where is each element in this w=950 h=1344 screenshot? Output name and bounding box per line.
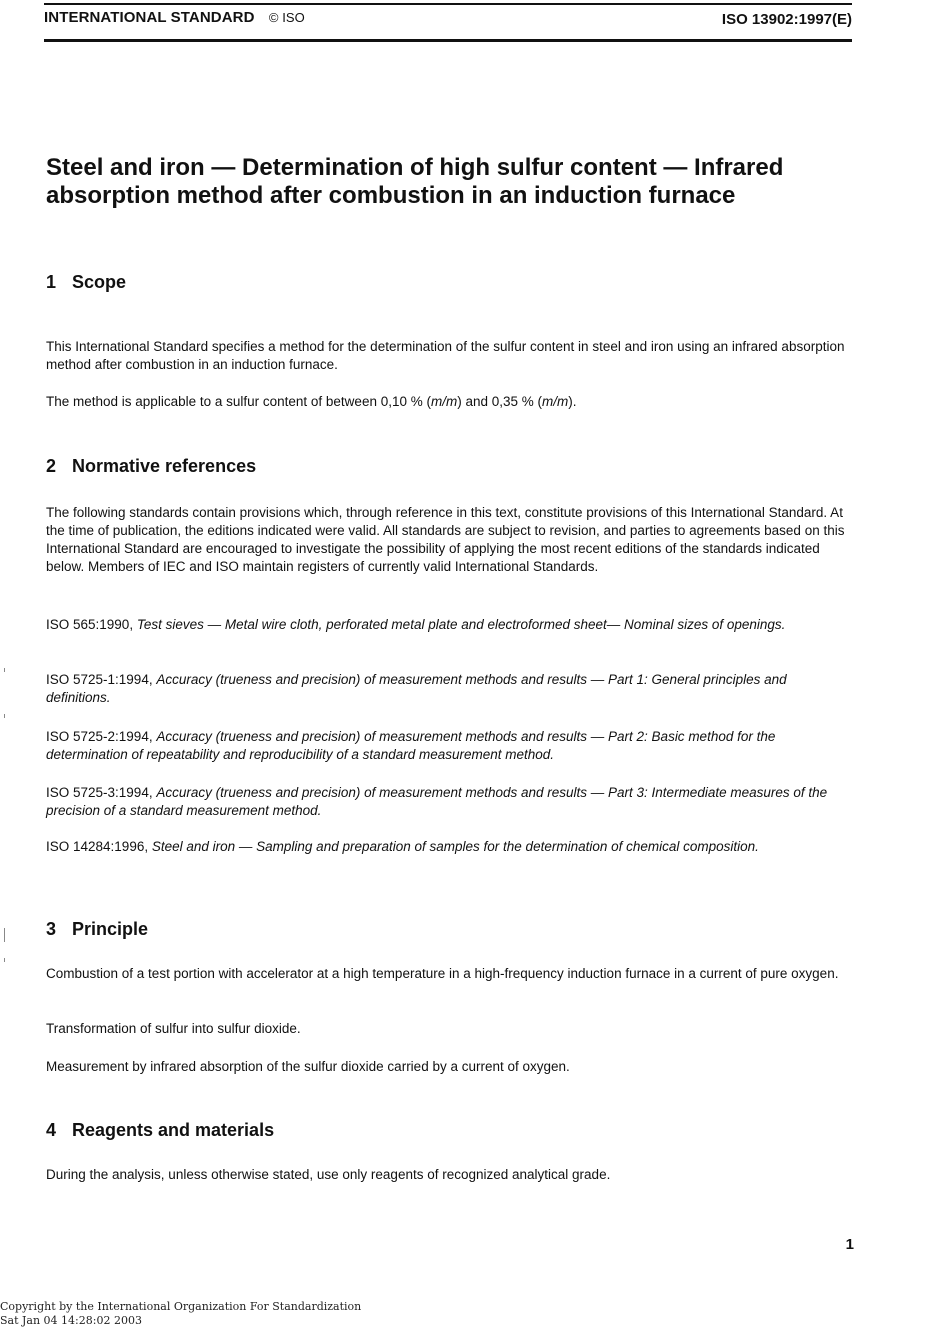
section-heading-reagents bbox=[46, 1120, 274, 1141]
principle-paragraph-2: Transformation of sulfur into sulfur dioxide. bbox=[46, 1021, 301, 1036]
reference-code: ISO 14284:1996, bbox=[46, 839, 152, 854]
reference-title: Test sieves — Metal wire cloth, perforated metal plate and electroformed sheet— Nominal sizes of openings. bbox=[136, 617, 786, 632]
copyright-line: Copyright by the International Organization For Standardization bbox=[0, 1300, 362, 1313]
header-left bbox=[44, 9, 305, 26]
scope-paragraph-2 bbox=[46, 393, 846, 411]
scope-p2-unit-2: m/m bbox=[542, 394, 569, 409]
section-title: Reagents and materials bbox=[72, 1120, 275, 1140]
reference-code: ISO 565:1990, bbox=[46, 617, 137, 632]
header-doc-id: ISO 13902:1997(E) bbox=[721, 11, 852, 28]
header-bottom-rule bbox=[44, 39, 852, 42]
section-number: 2 bbox=[46, 456, 57, 476]
copyright-footer bbox=[0, 1300, 361, 1328]
section-title: Normative references bbox=[72, 456, 257, 476]
reference-item bbox=[46, 728, 846, 764]
reference-title: Accuracy (trueness and precision) of measurement methods and results — Part 2: Basic method for the determination of repeatability and reproducibility of a standard measurement method. bbox=[46, 729, 776, 762]
header-standard-label: INTERNATIONAL STANDARD bbox=[44, 9, 255, 26]
reference-code: ISO 5725-3:1994, bbox=[46, 785, 157, 800]
reference-title: Accuracy (trueness and precision) of measurement methods and results — Part 3: Intermediate measures of the precision of a standard measurement method. bbox=[46, 785, 828, 818]
scan-mark bbox=[4, 714, 5, 718]
page-header bbox=[44, 9, 852, 33]
scan-mark bbox=[4, 928, 5, 942]
section-heading-normative-references bbox=[46, 456, 256, 477]
header-iso-mark: © ISO bbox=[268, 10, 305, 25]
scope-p2-post: ). bbox=[568, 394, 577, 409]
page-number: 1 bbox=[845, 1236, 854, 1253]
reference-item bbox=[46, 784, 846, 820]
section-heading-principle bbox=[46, 919, 148, 940]
section-number: 3 bbox=[46, 919, 57, 939]
section-number: 1 bbox=[46, 272, 57, 292]
section-heading-scope bbox=[46, 272, 126, 293]
section-number: 4 bbox=[46, 1120, 57, 1140]
scope-p2-unit-1: m/m bbox=[430, 394, 458, 409]
section-title: Principle bbox=[72, 919, 149, 939]
reference-code: ISO 5725-2:1994, bbox=[46, 729, 157, 744]
principle-paragraph-1: Combustion of a test portion with accelerator at a high temperature in a high-frequency induction furnace in a current of pure oxygen. bbox=[46, 966, 839, 981]
reference-title: Steel and iron — Sampling and preparation of samples for the determination of chemical composition. bbox=[151, 839, 759, 854]
reagents-paragraph-1: During the analysis, unless otherwise stated, use only reagents of recognized analytical grade. bbox=[46, 1167, 611, 1182]
reference-code: ISO 5725-1:1994, bbox=[46, 672, 157, 687]
document-title: Steel and iron — Determination of high sulfur content — Infrared absorption method after combustion in an induction furnace bbox=[46, 154, 784, 209]
scan-mark bbox=[4, 668, 5, 672]
scope-p2-mid: ) and 0,35 % ( bbox=[457, 394, 543, 409]
reference-item bbox=[46, 671, 846, 707]
timestamp-line: Sat Jan 04 14:28:02 2003 bbox=[0, 1314, 142, 1327]
reference-item bbox=[46, 616, 846, 634]
normative-intro: The following standards contain provisions which, through reference in this text, constitute provisions of this International Standard. At the time of publication, the editions indicated were valid. All standards are subject to revision, and parties to agreements based on this International Standard are encouraged to investigate the possibility of applying the most recent editions of the standards indicated below. Members of IEC and ISO maintain registers of currently valid International Standards. bbox=[46, 505, 845, 574]
scan-mark bbox=[4, 958, 5, 962]
reference-title: Accuracy (trueness and precision) of measurement methods and results — Part 1: General principles and definitions. bbox=[46, 672, 787, 705]
scope-paragraph-1: This International Standard specifies a method for the determination of the sulfur content in steel and iron using an infrared absorption method after combustion in an induction furnace. bbox=[46, 339, 845, 372]
header-top-rule bbox=[44, 3, 852, 5]
principle-paragraph-3: Measurement by infrared absorption of the sulfur dioxide carried by a current of oxygen. bbox=[46, 1059, 570, 1074]
scope-p2-pre: The method is applicable to a sulfur content of between 0,10 % ( bbox=[46, 394, 431, 409]
reference-item bbox=[46, 838, 846, 856]
section-title: Scope bbox=[72, 272, 127, 292]
